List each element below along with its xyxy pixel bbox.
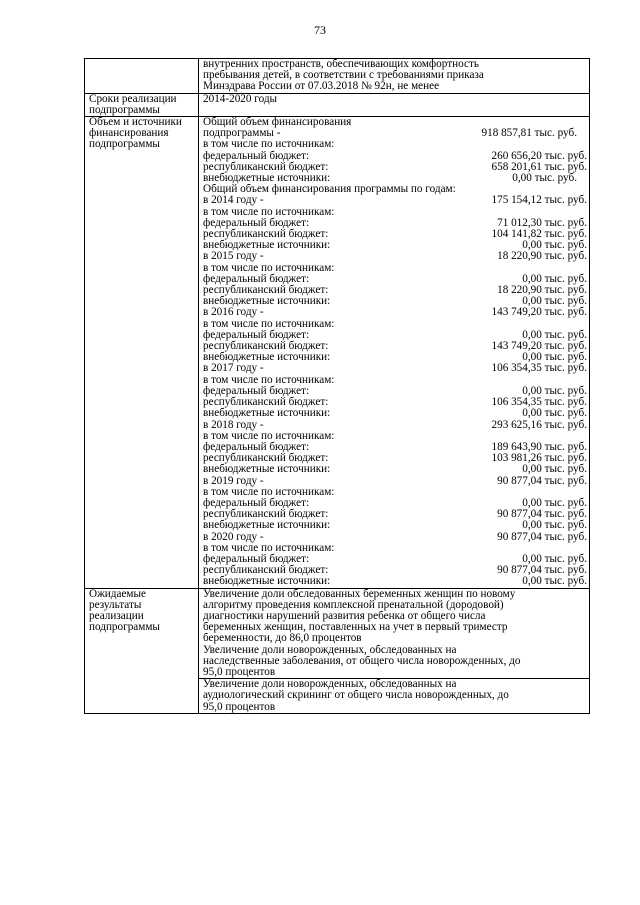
year-extra-row-value: 0,00 тыс. руб. bbox=[522, 575, 587, 588]
year-federal-row-value: 189 643,90 тыс. руб. bbox=[491, 440, 587, 453]
text-line: 95,0 процентов bbox=[203, 701, 276, 713]
year-extra-row bbox=[203, 464, 587, 475]
year-federal-row-label: федеральный бюджет: bbox=[203, 440, 310, 453]
terms-row bbox=[85, 93, 590, 116]
year-federal-row-value: 0,00 тыс. руб. bbox=[522, 328, 587, 341]
year-extra-row-value: 0,00 тыс. руб. bbox=[522, 239, 587, 252]
results-row bbox=[85, 588, 590, 679]
source-label: республиканский бюджет: bbox=[203, 160, 329, 173]
year-republic-row-value: 106 354,35 тыс. руб. bbox=[491, 396, 587, 409]
text-line: Увеличение доли обследованных беременных женщин по новому bbox=[203, 588, 516, 600]
year-total-row-label: в 2018 году - bbox=[203, 418, 264, 431]
source-label: внебюджетные источники: bbox=[203, 172, 331, 185]
year-total-row-value: 90 877,04 тыс. руб. bbox=[497, 530, 587, 543]
year-extra-row-value: 0,00 тыс. руб. bbox=[522, 519, 587, 532]
year-extra-row-label: внебюджетные источники: bbox=[203, 407, 331, 420]
text-line: диагностики нарушений развития ребенка от общего числа bbox=[203, 610, 486, 622]
year-republic-row-label: республиканский бюджет: bbox=[203, 340, 329, 353]
text-line: алгоритму проведения комплексной пренатальной (дородовой) bbox=[203, 599, 504, 611]
year-republic-row-label: республиканский бюджет: bbox=[203, 564, 329, 577]
source-value: 260 656,20 тыс. руб. bbox=[491, 149, 587, 162]
label-line: подпрограммы bbox=[89, 622, 160, 634]
year-federal-row-value: 0,00 тыс. руб. bbox=[522, 384, 587, 397]
year-extra-row-value: 0,00 тыс. руб. bbox=[522, 351, 587, 364]
year-extra-row-label: внебюджетные источники: bbox=[203, 519, 331, 532]
year-republic-row-label: республиканский бюджет: bbox=[203, 396, 329, 409]
year-extra-row bbox=[203, 576, 587, 587]
funding-details bbox=[199, 117, 590, 589]
label-line: подпрограммы bbox=[89, 104, 160, 116]
year-republic-row-value: 90 877,04 тыс. руб. bbox=[497, 564, 587, 577]
year-extra-row-value: 0,00 тыс. руб. bbox=[522, 295, 587, 308]
year-federal-row-value: 0,00 тыс. руб. bbox=[522, 272, 587, 285]
year-total-row-value: 175 154,12 тыс. руб. bbox=[491, 194, 587, 207]
year-total-row bbox=[203, 476, 587, 487]
year-total-row-label: в 2015 году - bbox=[203, 250, 264, 263]
year-sources-heading: в том числе по источникам: bbox=[203, 374, 335, 386]
text-line: Минздрава России от 07.03.2018 № 92н, не менее bbox=[203, 81, 440, 93]
year-total-row-label: в 2017 году - bbox=[203, 362, 264, 375]
text-line: наследственные заболевания, от общего числа новорожденных, до bbox=[203, 655, 521, 667]
sources-heading: в том числе по источникам: bbox=[203, 139, 335, 151]
text-line: 95,0 процентов bbox=[203, 666, 276, 678]
source-value: 0,00 тыс. руб. bbox=[512, 172, 577, 185]
year-federal-row-label: федеральный бюджет: bbox=[203, 384, 310, 397]
year-total-row-value: 143 749,20 тыс. руб. bbox=[491, 306, 587, 319]
year-total-row-label: в 2020 году - bbox=[203, 530, 264, 543]
year-sources-heading: в том числе по источникам: bbox=[203, 542, 335, 554]
year-republic-row-value: 18 220,90 тыс. руб. bbox=[497, 284, 587, 297]
year-sources-heading: в том числе по источникам: bbox=[203, 206, 335, 218]
total-label: подпрограммы - bbox=[203, 127, 281, 140]
year-republic-row-label: республиканский бюджет: bbox=[203, 452, 329, 465]
label-line: подпрограммы bbox=[89, 139, 160, 151]
text-line: Увеличение доли новорожденных, обследованных на bbox=[203, 644, 457, 656]
year-extra-row-label: внебюджетные источники: bbox=[203, 295, 331, 308]
year-federal-row-label: федеральный бюджет: bbox=[203, 328, 310, 341]
year-extra-row bbox=[203, 408, 587, 419]
label-line: Ожидаемые bbox=[89, 588, 146, 600]
text-line: беременности, до 86,0 процентов bbox=[203, 633, 362, 645]
terms-value bbox=[199, 93, 590, 116]
text-line: внутренних пространств, обеспечивающих комфортность bbox=[203, 59, 479, 70]
terms-label bbox=[85, 93, 199, 116]
year-federal-row-label: федеральный бюджет: bbox=[203, 272, 310, 285]
terms-value-text: 2014-2020 годы bbox=[203, 93, 278, 105]
year-federal-row-value: 71 012,30 тыс. руб. bbox=[497, 216, 587, 229]
results-label bbox=[85, 588, 199, 713]
year-sources-heading: в том числе по источникам: bbox=[203, 318, 335, 330]
year-sources-heading: в том числе по источникам: bbox=[203, 486, 335, 498]
text-line: беременных женщин, поставленных на учет в первый триместр bbox=[203, 622, 508, 634]
year-extra-row-label: внебюджетные источники: bbox=[203, 351, 331, 364]
year-federal-row-label: федеральный бюджет: bbox=[203, 552, 310, 565]
year-total-row-label: в 2016 году - bbox=[203, 306, 264, 319]
year-total-row bbox=[203, 307, 587, 318]
total-value: 918 857,81 тыс. руб. bbox=[481, 127, 577, 140]
year-sources-heading: в том числе по источникам: bbox=[203, 430, 335, 442]
year-republic-row-label: республиканский бюджет: bbox=[203, 284, 329, 297]
year-total-row-value: 293 625,16 тыс. руб. bbox=[491, 418, 587, 431]
years-list bbox=[203, 195, 587, 587]
results-block-2 bbox=[199, 679, 590, 714]
year-extra-row bbox=[203, 520, 587, 531]
year-extra-row-value: 0,00 тыс. руб. bbox=[522, 463, 587, 476]
year-federal-row-value: 0,00 тыс. руб. bbox=[522, 552, 587, 565]
funding-row bbox=[85, 117, 590, 589]
year-republic-row-label: республиканский бюджет: bbox=[203, 228, 329, 241]
year-republic-row-value: 143 749,20 тыс. руб. bbox=[491, 340, 587, 353]
continuation-text bbox=[199, 59, 590, 94]
year-total-row bbox=[203, 420, 587, 431]
empty-label-cell bbox=[85, 59, 199, 94]
year-total-row-value: 106 354,35 тыс. руб. bbox=[491, 362, 587, 375]
text-line: пребывания детей, в соответствии с требованиями приказа bbox=[203, 70, 484, 82]
year-sources-heading: в том числе по источникам: bbox=[203, 262, 335, 274]
year-total-row-label: в 2014 году - bbox=[203, 194, 264, 207]
year-extra-row-label: внебюджетные источники: bbox=[203, 463, 331, 476]
label-line: Сроки реализации bbox=[89, 93, 177, 105]
year-extra-row-label: внебюджетные источники: bbox=[203, 575, 331, 588]
year-federal-row-value: 0,00 тыс. руб. bbox=[522, 496, 587, 509]
label-line: результаты bbox=[89, 599, 142, 611]
year-republic-row-value: 103 981,26 тыс. руб. bbox=[491, 452, 587, 465]
results-block-1 bbox=[199, 588, 590, 679]
year-republic-row-value: 90 877,04 тыс. руб. bbox=[497, 508, 587, 521]
total-heading: Общий объем финансирования bbox=[203, 117, 352, 129]
year-total-row-value: 90 877,04 тыс. руб. bbox=[497, 474, 587, 487]
subprogram-passport-table bbox=[84, 58, 590, 714]
label-line: финансирования bbox=[89, 128, 169, 140]
year-federal-row-label: федеральный бюджет: bbox=[203, 216, 310, 229]
source-value: 658 201,61 тыс. руб. bbox=[491, 160, 587, 173]
year-total-row-label: в 2019 году - bbox=[203, 474, 264, 487]
label-line: реализации bbox=[89, 610, 144, 622]
by-years-heading: Общий объем финансирования программы по годам: bbox=[203, 184, 456, 196]
funding-label bbox=[85, 117, 199, 589]
year-republic-row-value: 104 141,82 тыс. руб. bbox=[491, 228, 587, 241]
page-number: 73 bbox=[314, 23, 326, 37]
year-republic-row-label: республиканский бюджет: bbox=[203, 508, 329, 521]
year-extra-row-value: 0,00 тыс. руб. bbox=[522, 407, 587, 420]
source-label: федеральный бюджет: bbox=[203, 149, 310, 162]
text-line: аудиологический скрининг от общего числа новорожденных, до bbox=[203, 690, 509, 702]
label-line: Объем и источники bbox=[89, 117, 182, 129]
year-federal-row-label: федеральный бюджет: bbox=[203, 496, 310, 509]
source-row bbox=[203, 173, 587, 184]
year-total-row bbox=[203, 363, 587, 374]
total-row bbox=[203, 128, 587, 139]
year-total-row bbox=[203, 251, 587, 262]
text-line: Увеличение доли новорожденных, обследованных на bbox=[203, 679, 457, 691]
year-total-row bbox=[203, 195, 587, 206]
year-total-row-value: 18 220,90 тыс. руб. bbox=[497, 250, 587, 263]
year-total-row bbox=[203, 532, 587, 543]
year-extra-row-label: внебюджетные источники: bbox=[203, 239, 331, 252]
continuation-row bbox=[85, 59, 590, 94]
